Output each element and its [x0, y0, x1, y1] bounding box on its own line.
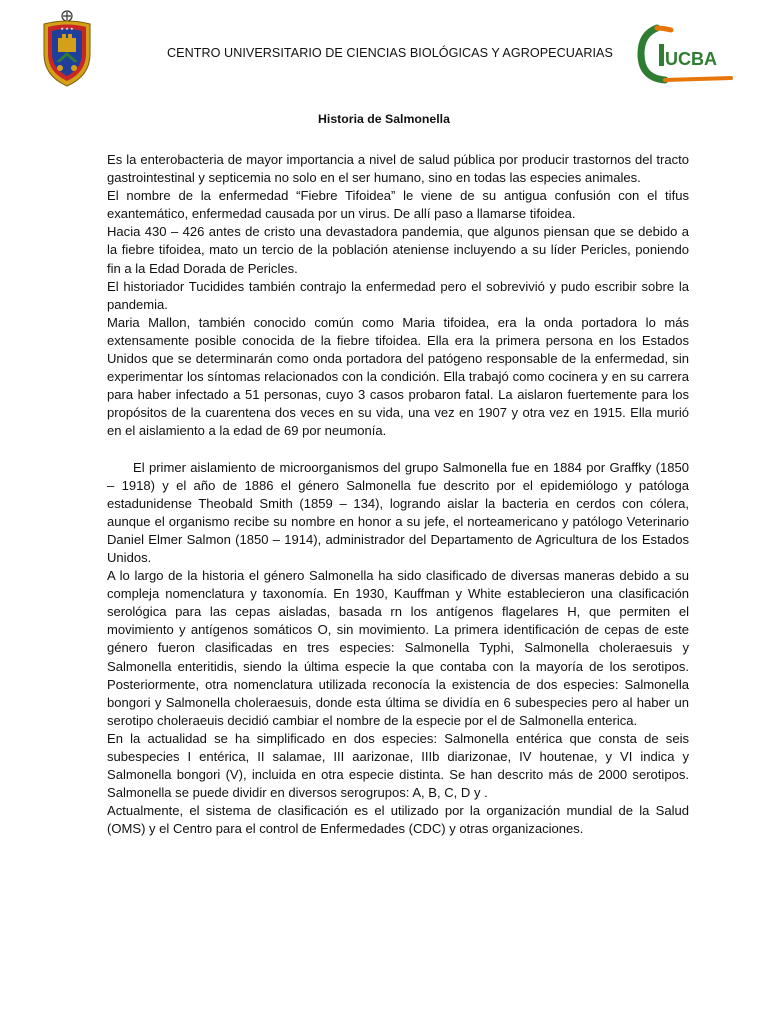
paragraph: El historiador Tucidides también contrajo la enfermedad pero el sobrevivió y pudo escribir sobre la pandemia. [107, 278, 689, 312]
svg-text:★ ★ ★: ★ ★ ★ [60, 26, 74, 31]
paragraph: El primer aislamiento de microorganismos del grupo Salmonella fue en 1884 por Graffky (1850 – 1918) y el año de 1886 el género Salmonella fue descrito por el epidemiólogo y patóloga estadunidense Theobald Smith (1859 – 134), logrando aislar la bacteria en cerdos con cólera, aunque el organismo recibe su nombre en honor a su jefe, el norteamericano y patólogo Veterinario Daniel Elmer Salmon (1850 – 1914), administrador del Departamento de Agricultura de los Estados Unidos. [107, 459, 689, 565]
paragraph: A lo largo de la historia el género Salmonella ha sido clasificado de diversas maneras debido a su compleja nomenclatura y taxonomía. En 1930, Kauffman y White establecieron una clasificación serológica para las cepas aisladas, basada rn los antígenos flagelares H, que permiten el movimiento y antígenos somáticos O, sin movimiento. La primera identificación de cepas de este género fueron clasificadas en tres especies: Salmonella Typhi, Salmonella choleraesuis y Salmonella enteritidis, siendo la última especie la que contaba con la mayoría de los serotipos. Posteriormente, otra nomenclatura utilizada reconocía la existencia de dos especies: Salmonella bongori y Salmonella choleraesuis, donde esta última se dividía en 6 subespecies pero al haber un serotipo choleraeuis decidió cambiar el nombre de la especie por el de Salmonella enterica. [107, 568, 689, 728]
document-title: Historia de Salmonella [318, 112, 450, 126]
paragraph: Es la enterobacteria de mayor importancia a nivel de salud pública por producir trastornos del tracto gastrointestinal y septicemia no solo en el ser humano, sino en todas las especies animales. [107, 152, 689, 186]
paragraph: Actualmente, el sistema de clasificación es el utilizado por la organización mundial de la Salud (OMS) y el Centro para el control de Enfermedades (CDC) y otras organizaciones. [107, 803, 689, 837]
paragraph: En la actualidad se ha simplificado en dos especies: Salmonella entérica que consta de seis subespecies I entérica, II salamae, III aarizonae, IIIb diarizonae, IV houtenae, y VI indica y Salmonella bongori (V), incluida en otra especie distinta. Se han descrito más de 2000 serotipos. Salmonella se puede dividir en diversos serogrupos: A, B, C, D y . [107, 730, 689, 801]
document-body [107, 151, 689, 838]
university-crest-icon [36, 10, 98, 90]
paragraph: Hacia 430 – 426 antes de cristo una devastadora pandemia, que algunos piensan que se debido a la fiebre tifoidea, mato un tercio de la población ateniense incluyendo a su líder Pericles, poniendo fin a la Edad Dorada de Pericles. [107, 224, 689, 276]
paragraph: El nombre de la enfermedad “Fiebre Tifoidea” le viene de su antigua confusión con el tifus exantemático, enfermedad causada por un virus. De allí paso a llamarse tifoidea. [107, 188, 689, 222]
ucba-logo-icon [635, 24, 735, 84]
paragraph: Maria Mallon, también conocido común como Maria tifoidea, era la onda portadora lo más extensamente posible conocida de la fiebre tifoidea. Ella era la primera persona en los Estados Unidos que se determinarán como onda portadora del patógeno responsable de la enfermedad, sin experimentar los síntomas relacionados con la condición. Ella trabajó como cocinera y en su carrera para haber infectado a 51 personas, cuyo 3 casos probaron fatal. La aislaron fuertemente para los propósitos de la cuarentena dos veces en su vida, una vez en 1907 y otra vez en 1915. Ella murió en el aislamiento a la edad de 69 por neumonía. [107, 314, 689, 439]
institution-name: CENTRO UNIVERSITARIO DE CIENCIAS BIOLÓGICAS Y AGROPECUARIAS [167, 46, 613, 60]
logo-text: UCBA [665, 49, 717, 69]
